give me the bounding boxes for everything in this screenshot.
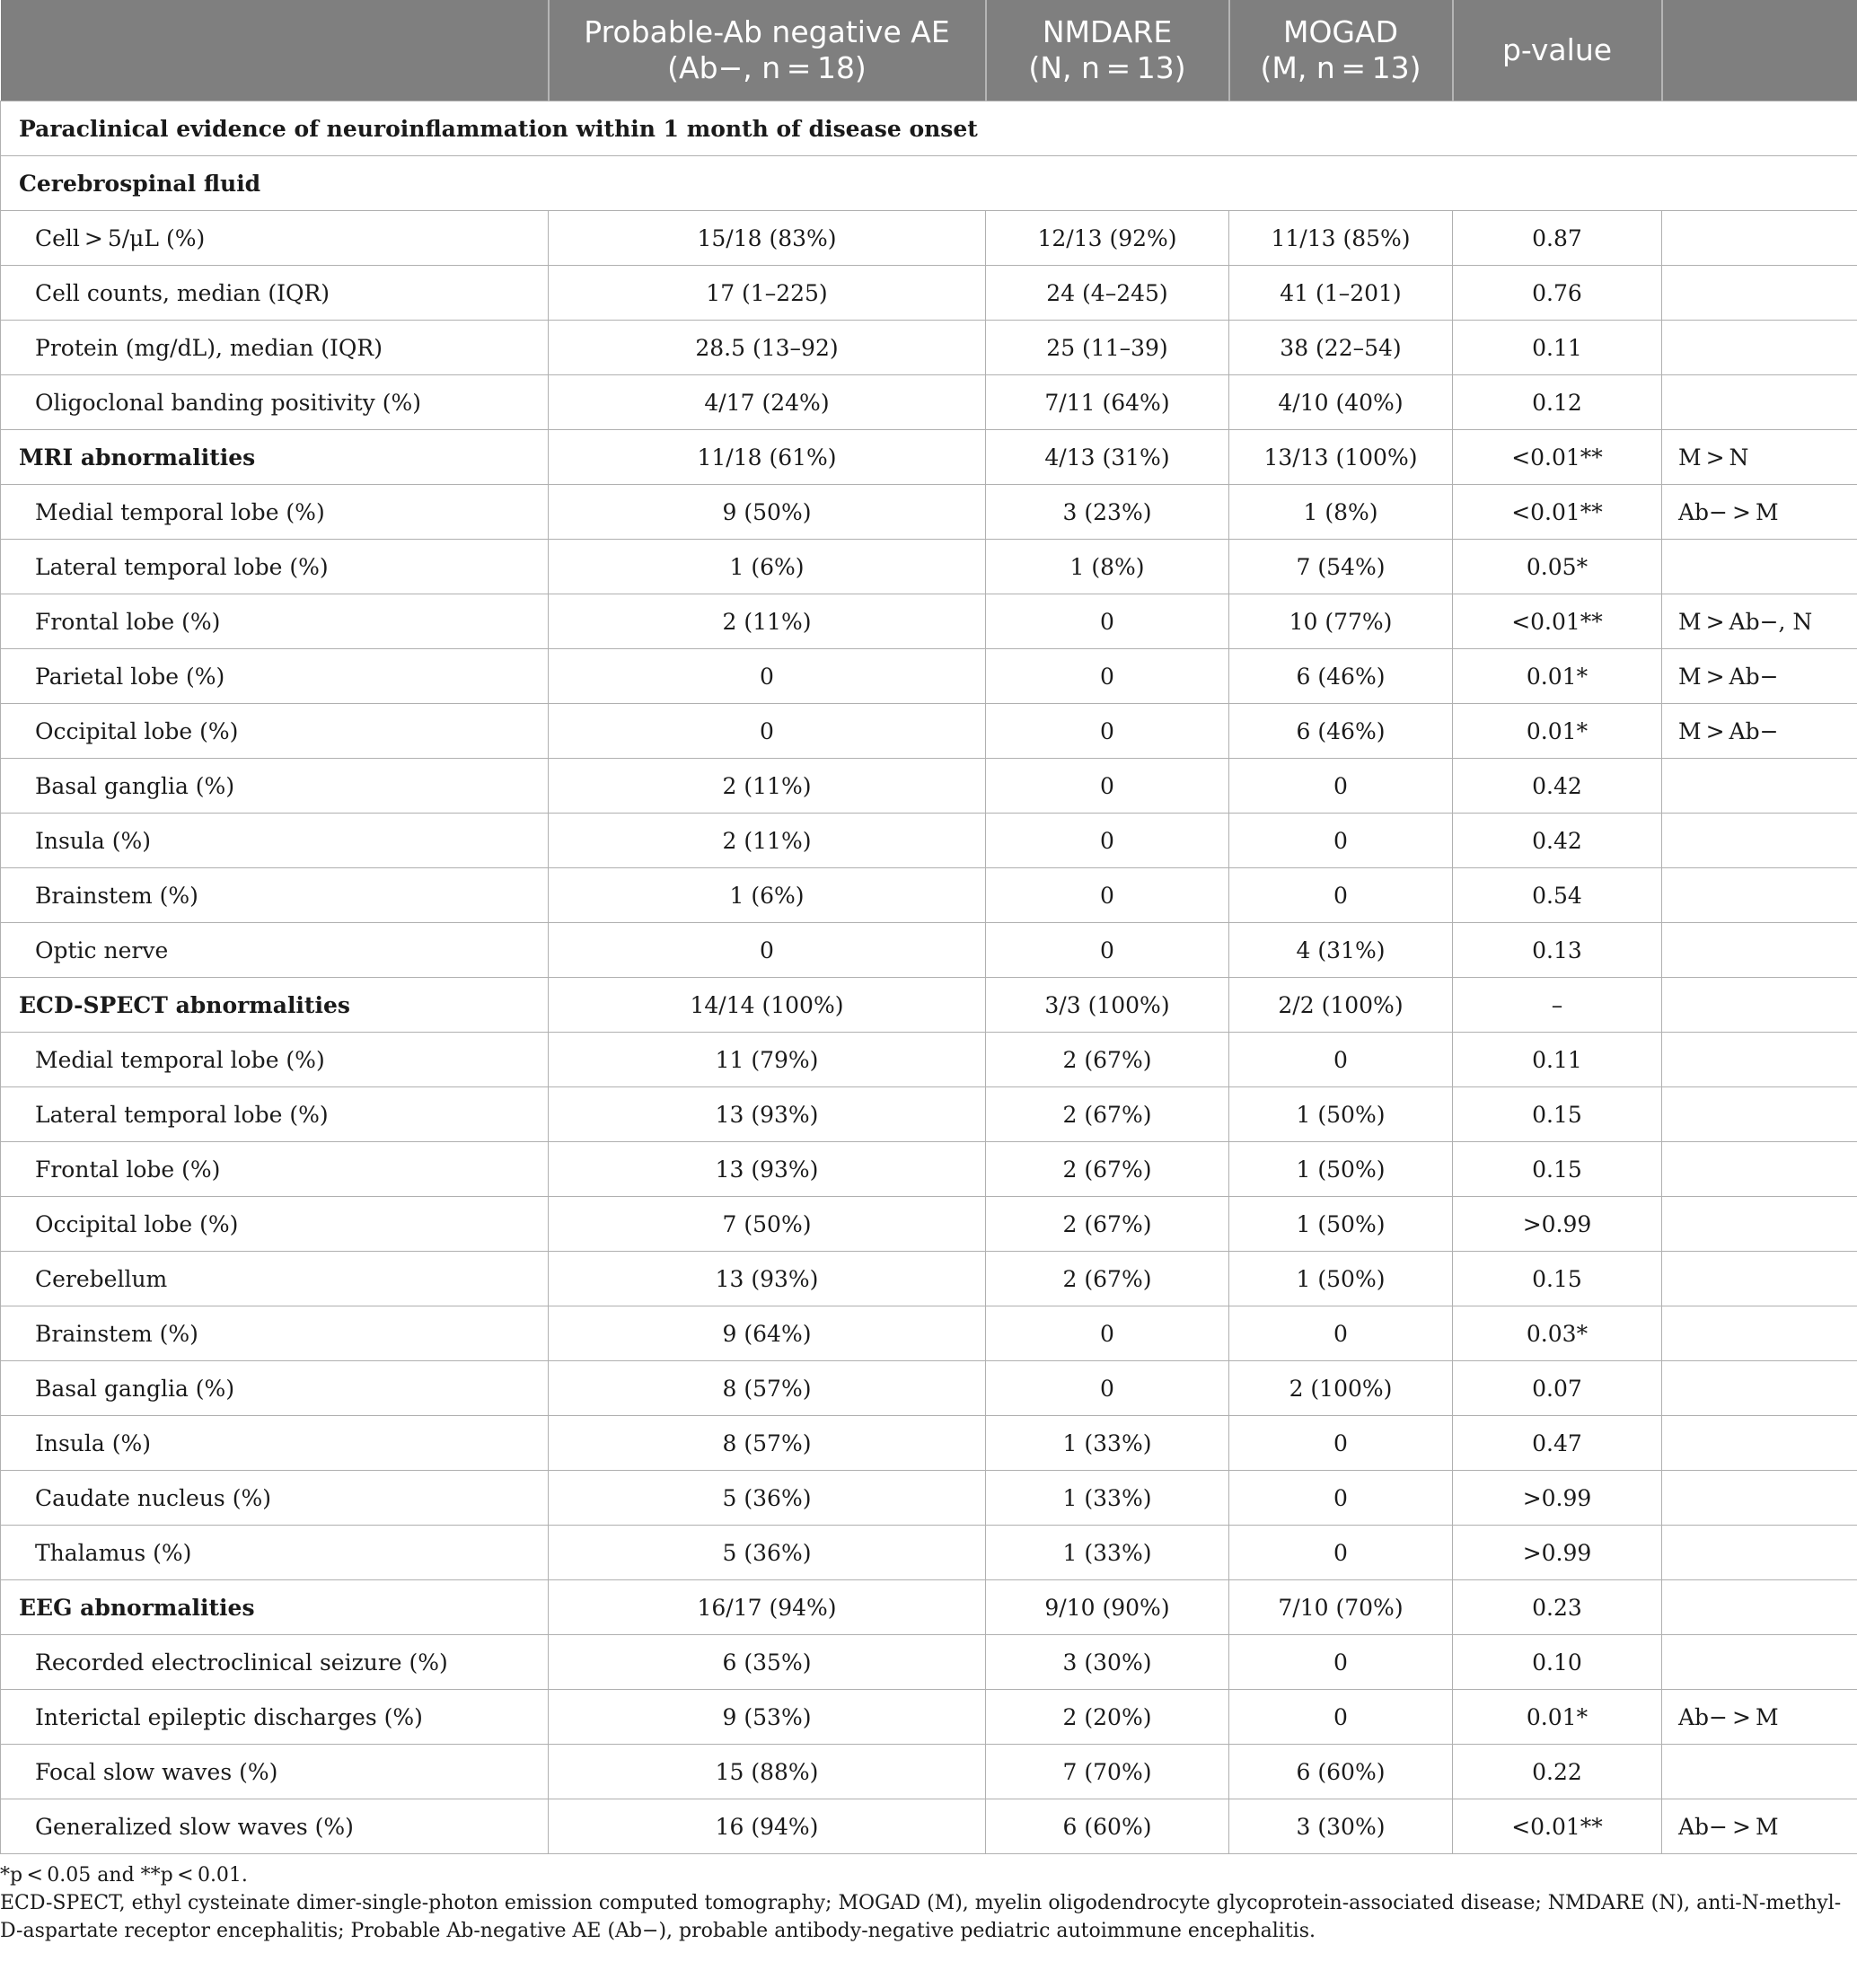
cell-comparison (1662, 1306, 1857, 1361)
row-label: Parietal lobe (%) (1, 649, 549, 704)
cell-nmdare: 1 (33%) (986, 1416, 1229, 1471)
cell-mogad: 1 (50%) (1229, 1197, 1453, 1252)
cell-nmdare: 0 (986, 704, 1229, 759)
table-row (1, 1197, 1857, 1252)
cell-comparison (1662, 266, 1857, 321)
cell-mogad: 1 (8%) (1229, 485, 1453, 540)
table-row (1, 1690, 1857, 1745)
cell-comparison (1662, 978, 1857, 1033)
section-row (1, 101, 1857, 156)
header-nmdare (986, 0, 1229, 101)
cell-nmdare: 2 (20%) (986, 1690, 1229, 1745)
cell-mogad: 41 (1–201) (1229, 266, 1453, 321)
cell-ab-negative: 0 (549, 649, 986, 704)
cell-mogad: 0 (1229, 868, 1453, 923)
cell-p-value: 0.54 (1453, 868, 1662, 923)
cell-mogad: 2/2 (100%) (1229, 978, 1453, 1033)
cell-comparison: M > Ab− (1662, 649, 1857, 704)
header-ab-negative-line1: Probable-Ab negative AE (584, 14, 950, 49)
cell-mogad: 38 (22–54) (1229, 321, 1453, 375)
table-row (1, 1635, 1857, 1690)
cell-comparison (1662, 868, 1857, 923)
cell-mogad: 1 (50%) (1229, 1252, 1453, 1306)
table-row (1, 1306, 1857, 1361)
cell-ab-negative: 13 (93%) (549, 1252, 986, 1306)
table-row (1, 375, 1857, 430)
cell-p-value: 0.15 (1453, 1252, 1662, 1306)
row-label: Brainstem (%) (1, 868, 549, 923)
cell-nmdare: 3 (23%) (986, 485, 1229, 540)
cell-p-value: 0.23 (1453, 1580, 1662, 1635)
table-row (1, 978, 1857, 1033)
cell-ab-negative: 9 (64%) (549, 1306, 986, 1361)
row-label: Insula (%) (1, 1416, 549, 1471)
cell-ab-negative: 2 (11%) (549, 814, 986, 868)
row-label: Generalized slow waves (%) (1, 1799, 549, 1854)
cell-comparison: M > N (1662, 430, 1857, 485)
header-mogad-line2: (M, n = 13) (1260, 50, 1421, 85)
row-label: Interictal epileptic discharges (%) (1, 1690, 549, 1745)
cell-nmdare: 2 (67%) (986, 1033, 1229, 1087)
cell-p-value: 0.01* (1453, 1690, 1662, 1745)
cell-mogad: 0 (1229, 759, 1453, 814)
row-label: ECD-SPECT abnormalities (1, 978, 549, 1033)
row-label: Cerebellum (1, 1252, 549, 1306)
cell-mogad: 0 (1229, 1416, 1453, 1471)
cell-p-value: 0.42 (1453, 814, 1662, 868)
cell-comparison: M > Ab− (1662, 704, 1857, 759)
cell-mogad: 0 (1229, 1471, 1453, 1526)
row-label: Optic nerve (1, 923, 549, 978)
cell-ab-negative: 13 (93%) (549, 1142, 986, 1197)
cell-p-value: <0.01** (1453, 594, 1662, 649)
cell-nmdare: 9/10 (90%) (986, 1580, 1229, 1635)
cell-ab-negative: 17 (1–225) (549, 266, 986, 321)
cell-nmdare: 3 (30%) (986, 1635, 1229, 1690)
table-row (1, 594, 1857, 649)
cell-ab-negative: 2 (11%) (549, 759, 986, 814)
table-row (1, 1526, 1857, 1580)
cell-p-value: 0.13 (1453, 923, 1662, 978)
cell-nmdare: 1 (8%) (986, 540, 1229, 594)
row-label: Medial temporal lobe (%) (1, 485, 549, 540)
cell-p-value: >0.99 (1453, 1197, 1662, 1252)
table-row (1, 1252, 1857, 1306)
cell-nmdare: 2 (67%) (986, 1087, 1229, 1142)
cell-mogad: 4 (31%) (1229, 923, 1453, 978)
cell-ab-negative: 5 (36%) (549, 1471, 986, 1526)
cell-ab-negative: 5 (36%) (549, 1526, 986, 1580)
cell-nmdare: 6 (60%) (986, 1799, 1229, 1854)
table-row (1, 1416, 1857, 1471)
cell-nmdare: 3/3 (100%) (986, 978, 1229, 1033)
cell-nmdare: 0 (986, 594, 1229, 649)
cell-ab-negative: 15/18 (83%) (549, 211, 986, 266)
cell-ab-negative: 2 (11%) (549, 594, 986, 649)
cell-mogad: 2 (100%) (1229, 1361, 1453, 1416)
table-row (1, 1087, 1857, 1142)
cell-p-value: 0.12 (1453, 375, 1662, 430)
cell-comparison (1662, 1471, 1857, 1526)
cell-mogad: 0 (1229, 814, 1453, 868)
cell-mogad: 6 (46%) (1229, 649, 1453, 704)
cell-nmdare: 4/13 (31%) (986, 430, 1229, 485)
cell-ab-negative: 4/17 (24%) (549, 375, 986, 430)
cell-mogad: 0 (1229, 1635, 1453, 1690)
header-comparison (1662, 0, 1857, 101)
cell-p-value: – (1453, 978, 1662, 1033)
cell-ab-negative: 16 (94%) (549, 1799, 986, 1854)
cell-comparison (1662, 1197, 1857, 1252)
cell-ab-negative: 8 (57%) (549, 1361, 986, 1416)
cell-nmdare: 2 (67%) (986, 1197, 1229, 1252)
cell-p-value: >0.99 (1453, 1471, 1662, 1526)
header-ab-negative (549, 0, 986, 101)
cell-ab-negative: 0 (549, 923, 986, 978)
row-label: EEG abnormalities (1, 1580, 549, 1635)
cell-mogad: 1 (50%) (1229, 1142, 1453, 1197)
table-row (1, 868, 1857, 923)
cell-p-value: 0.07 (1453, 1361, 1662, 1416)
row-label: Cell counts, median (IQR) (1, 266, 549, 321)
cell-comparison (1662, 1635, 1857, 1690)
cell-p-value: 0.10 (1453, 1635, 1662, 1690)
cell-comparison (1662, 1033, 1857, 1087)
cell-mogad: 6 (60%) (1229, 1745, 1453, 1799)
header-ab-negative-line2: (Ab−, n = 18) (667, 50, 867, 85)
cell-ab-negative: 16/17 (94%) (549, 1580, 986, 1635)
cell-nmdare: 2 (67%) (986, 1252, 1229, 1306)
cell-ab-negative: 7 (50%) (549, 1197, 986, 1252)
cell-nmdare: 0 (986, 814, 1229, 868)
cell-p-value: >0.99 (1453, 1526, 1662, 1580)
cell-p-value: <0.01** (1453, 485, 1662, 540)
row-label: Insula (%) (1, 814, 549, 868)
cell-ab-negative: 11 (79%) (549, 1033, 986, 1087)
table-row (1, 1361, 1857, 1416)
table-row (1, 814, 1857, 868)
table-row (1, 1799, 1857, 1854)
cell-nmdare: 7 (70%) (986, 1745, 1229, 1799)
cell-nmdare: 0 (986, 923, 1229, 978)
cell-p-value: 0.42 (1453, 759, 1662, 814)
cell-p-value: 0.01* (1453, 649, 1662, 704)
cell-mogad: 0 (1229, 1306, 1453, 1361)
row-label: Focal slow waves (%) (1, 1745, 549, 1799)
cell-comparison: Ab− > M (1662, 1799, 1857, 1854)
cell-comparison: Ab− > M (1662, 485, 1857, 540)
cell-ab-negative: 15 (88%) (549, 1745, 986, 1799)
cell-p-value: 0.01* (1453, 704, 1662, 759)
cell-p-value: 0.11 (1453, 321, 1662, 375)
row-label: MRI abnormalities (1, 430, 549, 485)
cell-comparison (1662, 1416, 1857, 1471)
cell-nmdare: 25 (11–39) (986, 321, 1229, 375)
cell-mogad: 4/10 (40%) (1229, 375, 1453, 430)
row-label: Oligoclonal banding positivity (%) (1, 375, 549, 430)
cell-mogad: 1 (50%) (1229, 1087, 1453, 1142)
cell-ab-negative: 0 (549, 704, 986, 759)
row-label: Frontal lobe (%) (1, 594, 549, 649)
footnotes (0, 1861, 1857, 1945)
cell-comparison (1662, 1745, 1857, 1799)
header-mogad-line1: MOGAD (1282, 14, 1398, 49)
cell-p-value: 0.15 (1453, 1087, 1662, 1142)
section-title: Paraclinical evidence of neuroinflammation within 1 month of disease onset (1, 101, 1857, 156)
cell-comparison (1662, 1526, 1857, 1580)
cell-p-value: 0.22 (1453, 1745, 1662, 1799)
cell-comparison: M > Ab−, N (1662, 594, 1857, 649)
row-label: Recorded electroclinical seizure (%) (1, 1635, 549, 1690)
row-label: Basal ganglia (%) (1, 1361, 549, 1416)
cell-nmdare: 0 (986, 649, 1229, 704)
table-row (1, 1580, 1857, 1635)
cell-mogad: 13/13 (100%) (1229, 430, 1453, 485)
footnote-abbreviations: ECD-SPECT, ethyl cysteinate dimer-single-photon emission computed tomography; MOGAD (M), myelin oligodendrocyte glycoprotein-associated disease; NMDARE (N), anti-N-methyl-D-aspartate receptor encephalitis; Probable Ab-negative AE (Ab−), probable antibody-negative pediatric autoimmune encephalitis. (0, 1892, 1842, 1942)
footnote-significance: *p < 0.05 and **p < 0.01. (0, 1864, 248, 1887)
cell-comparison (1662, 211, 1857, 266)
table-row (1, 540, 1857, 594)
row-label: Cell > 5/μL (%) (1, 211, 549, 266)
cell-comparison (1662, 540, 1857, 594)
cell-ab-negative: 13 (93%) (549, 1087, 986, 1142)
header-nmdare-line1: NMDARE (1042, 14, 1173, 49)
csf-row (1, 156, 1857, 211)
cell-comparison (1662, 1361, 1857, 1416)
row-label: Lateral temporal lobe (%) (1, 540, 549, 594)
table-row (1, 321, 1857, 375)
row-label: Lateral temporal lobe (%) (1, 1087, 549, 1142)
cell-mogad: 11/13 (85%) (1229, 211, 1453, 266)
cell-nmdare: 0 (986, 868, 1229, 923)
cell-mogad: 7 (54%) (1229, 540, 1453, 594)
cell-p-value: <0.01** (1453, 430, 1662, 485)
cell-p-value: 0.87 (1453, 211, 1662, 266)
cell-mogad: 0 (1229, 1033, 1453, 1087)
row-label: Thalamus (%) (1, 1526, 549, 1580)
row-label: Frontal lobe (%) (1, 1142, 549, 1197)
table-row (1, 649, 1857, 704)
cell-ab-negative: 9 (53%) (549, 1690, 986, 1745)
cell-comparison (1662, 1252, 1857, 1306)
cell-comparison (1662, 1087, 1857, 1142)
row-label: Occipital lobe (%) (1, 704, 549, 759)
table-row (1, 1471, 1857, 1526)
cell-comparison (1662, 375, 1857, 430)
header-empty (1, 0, 549, 101)
cell-mogad: 10 (77%) (1229, 594, 1453, 649)
cell-ab-negative: 14/14 (100%) (549, 978, 986, 1033)
cell-nmdare: 1 (33%) (986, 1471, 1229, 1526)
cell-mogad: 0 (1229, 1526, 1453, 1580)
cell-nmdare: 0 (986, 1361, 1229, 1416)
cell-mogad: 0 (1229, 1690, 1453, 1745)
cell-p-value: 0.47 (1453, 1416, 1662, 1471)
cell-p-value: 0.11 (1453, 1033, 1662, 1087)
table-row (1, 759, 1857, 814)
table-row (1, 211, 1857, 266)
cell-nmdare: 24 (4–245) (986, 266, 1229, 321)
table-row (1, 704, 1857, 759)
cell-ab-negative: 9 (50%) (549, 485, 986, 540)
cell-comparison (1662, 321, 1857, 375)
table-row (1, 1033, 1857, 1087)
row-label: Medial temporal lobe (%) (1, 1033, 549, 1087)
cell-comparison (1662, 923, 1857, 978)
header-p-value: p-value (1453, 0, 1662, 101)
header-nmdare-line2: (N, n = 13) (1028, 50, 1186, 85)
table-row (1, 266, 1857, 321)
table-row (1, 1745, 1857, 1799)
cell-ab-negative: 6 (35%) (549, 1635, 986, 1690)
cell-mogad: 3 (30%) (1229, 1799, 1453, 1854)
cell-p-value: 0.03* (1453, 1306, 1662, 1361)
cell-nmdare: 0 (986, 759, 1229, 814)
cell-mogad: 7/10 (70%) (1229, 1580, 1453, 1635)
cell-ab-negative: 28.5 (13–92) (549, 321, 986, 375)
row-label: Protein (mg/dL), median (IQR) (1, 321, 549, 375)
cell-ab-negative: 1 (6%) (549, 540, 986, 594)
table-row (1, 1142, 1857, 1197)
row-label: Brainstem (%) (1, 1306, 549, 1361)
row-label: Occipital lobe (%) (1, 1197, 549, 1252)
cell-nmdare: 7/11 (64%) (986, 375, 1229, 430)
table-row (1, 923, 1857, 978)
cell-p-value: 0.05* (1453, 540, 1662, 594)
cell-comparison: Ab− > M (1662, 1690, 1857, 1745)
row-label: Caudate nucleus (%) (1, 1471, 549, 1526)
cell-nmdare: 0 (986, 1306, 1229, 1361)
cell-mogad: 6 (46%) (1229, 704, 1453, 759)
table-row (1, 430, 1857, 485)
cell-nmdare: 12/13 (92%) (986, 211, 1229, 266)
header-mogad (1229, 0, 1453, 101)
cell-ab-negative: 11/18 (61%) (549, 430, 986, 485)
cell-comparison (1662, 1580, 1857, 1635)
cell-ab-negative: 1 (6%) (549, 868, 986, 923)
cell-nmdare: 2 (67%) (986, 1142, 1229, 1197)
cell-comparison (1662, 1142, 1857, 1197)
cell-nmdare: 1 (33%) (986, 1526, 1229, 1580)
cell-p-value: 0.15 (1453, 1142, 1662, 1197)
cell-p-value: <0.01** (1453, 1799, 1662, 1854)
cell-comparison (1662, 814, 1857, 868)
header-row (1, 0, 1857, 101)
cell-p-value: 0.76 (1453, 266, 1662, 321)
row-label: Basal ganglia (%) (1, 759, 549, 814)
cell-comparison (1662, 759, 1857, 814)
csf-title: Cerebrospinal fluid (1, 156, 1857, 211)
cell-ab-negative: 8 (57%) (549, 1416, 986, 1471)
table-row (1, 485, 1857, 540)
